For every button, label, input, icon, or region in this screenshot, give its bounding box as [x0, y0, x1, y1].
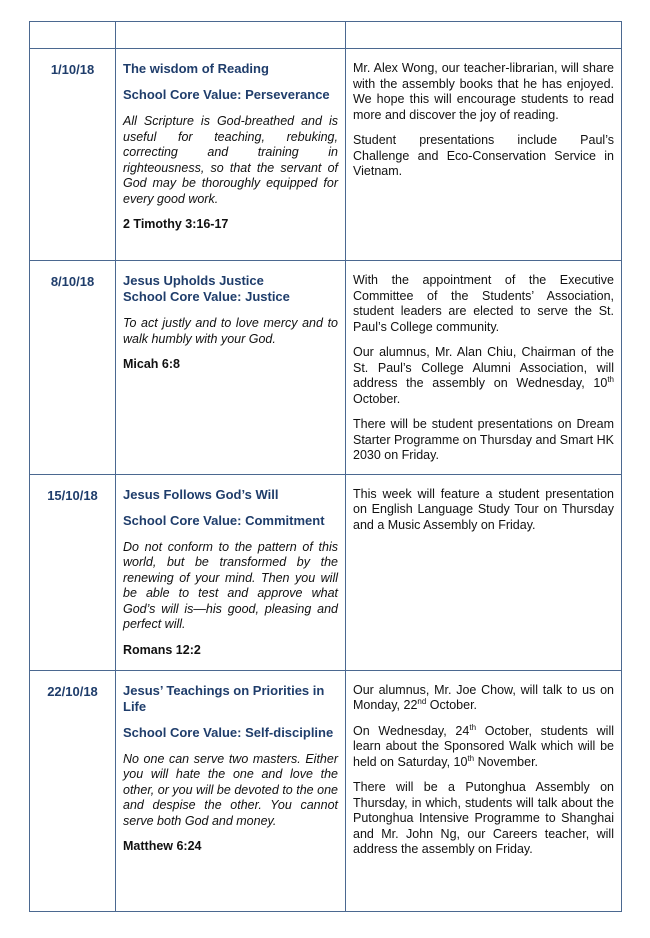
details-cell — [346, 261, 622, 475]
details-cell — [346, 670, 622, 911]
table-row — [30, 474, 622, 670]
scripture-reference: 2 Timothy 3:16-17 — [123, 217, 229, 231]
ordinal-suffix: th — [469, 722, 477, 732]
table-row — [30, 670, 622, 911]
table-row — [30, 261, 622, 475]
details-cell — [346, 49, 622, 261]
details-cell — [346, 474, 622, 670]
details-paragraph — [353, 345, 614, 407]
core-value: School Core Value: Self-discipline — [123, 724, 334, 740]
row-date: 1/10/18 — [30, 49, 116, 261]
theme-cell — [116, 49, 346, 261]
text-span: October, students will learn about the Sponsored Walk which will be held on Saturday, 10 — [353, 723, 615, 769]
scripture-verse: No one can serve two masters. Either you will hate the one and love the other, or you will be devoted to the one and despise the other. You cannot serve both God and money. — [123, 751, 338, 828]
text-span: October. — [426, 698, 478, 712]
row-theme: The wisdom of Reading — [123, 61, 269, 76]
text-span: October. — [353, 391, 401, 406]
scripture-verse: To act justly and to love mercy and to walk humbly with your God. — [123, 316, 338, 346]
ordinal-suffix: nd — [417, 696, 427, 706]
row-theme: Jesus Upholds Justice — [123, 273, 264, 288]
ordinal-suffix: th — [607, 374, 614, 384]
table-row — [30, 49, 622, 261]
theme-cell — [116, 261, 346, 475]
text-span: November. — [474, 754, 539, 769]
scripture-reference: Matthew 6:24 — [123, 839, 202, 853]
details-paragraph: There will be student presentations on Dream Starter Programme on Thursday and Smart HK 2030 on Friday. — [353, 417, 614, 462]
header-row — [30, 22, 622, 49]
row-theme: Jesus’ Teachings on Priorities in Life — [123, 682, 325, 714]
row-date: 8/10/18 — [30, 261, 116, 475]
text-span: Our alumnus, Mr. Joe Chow, will talk to us on Monday, 22 — [353, 682, 614, 712]
details-paragraph: There will be a Putonghua Assembly on Thursday, in which, students will talk about the Putonghua Intensive Programme to Shanghai and Mr. John Ng, our Careers teacher, will address the assembly on Friday. — [353, 780, 614, 856]
details-paragraph — [353, 724, 614, 771]
core-value: School Core Value: Commitment — [123, 512, 325, 528]
text-span: On Wednesday, 24 — [353, 723, 470, 738]
row-date: 15/10/18 — [30, 474, 116, 670]
assembly-schedule-table — [29, 21, 622, 912]
scripture-verse: All Scripture is God-breathed and is useful for teaching, rebuking, correcting and training in righteousness, so that the servant of God may be thoroughly equipped for every good work. — [123, 114, 338, 206]
details-paragraph: This week will feature a student presentation on English Language Study Tour on Thursday and a Music Assembly on Friday. — [353, 486, 614, 532]
scripture-verse: Do not conform to the pattern of this world, but be transformed by the renewing of your mind. Then you will be able to test and approve what God’s will is—his good, pleasing and perfect will. — [123, 539, 338, 631]
header-cell-theme — [116, 22, 346, 49]
details-paragraph — [353, 683, 614, 714]
ordinal-suffix: th — [467, 753, 475, 763]
theme-cell — [116, 670, 346, 911]
details-paragraph: Mr. Alex Wong, our teacher-librarian, will share with the assembly books that he has enjoyed. We hope this will encourage students to read more and discover the joy of reading. — [353, 61, 614, 122]
header-cell-date — [30, 22, 116, 49]
row-theme: Jesus Follows God’s Will — [123, 486, 279, 502]
core-value: School Core Value: Perseverance — [123, 87, 330, 102]
header-cell-details — [346, 22, 622, 49]
theme-cell — [116, 474, 346, 670]
scripture-reference: Micah 6:8 — [123, 357, 180, 371]
text-span: Our alumnus, Mr. Alan Chiu, Chairman of the St. Paul’s College Alumni Association, will address the assembly on Wednesday, 10 — [353, 345, 614, 390]
details-paragraph: Student presentations include Paul’s Challenge and Eco-Conservation Service in Vietnam. — [353, 133, 614, 178]
row-date: 22/10/18 — [30, 670, 116, 911]
core-value: School Core Value: Justice — [123, 289, 290, 304]
details-paragraph: With the appointment of the Executive Committee of the Students’ Association, student leaders are elected to serve the St. Paul’s College community. — [353, 273, 614, 334]
scripture-reference: Romans 12:2 — [123, 642, 201, 657]
